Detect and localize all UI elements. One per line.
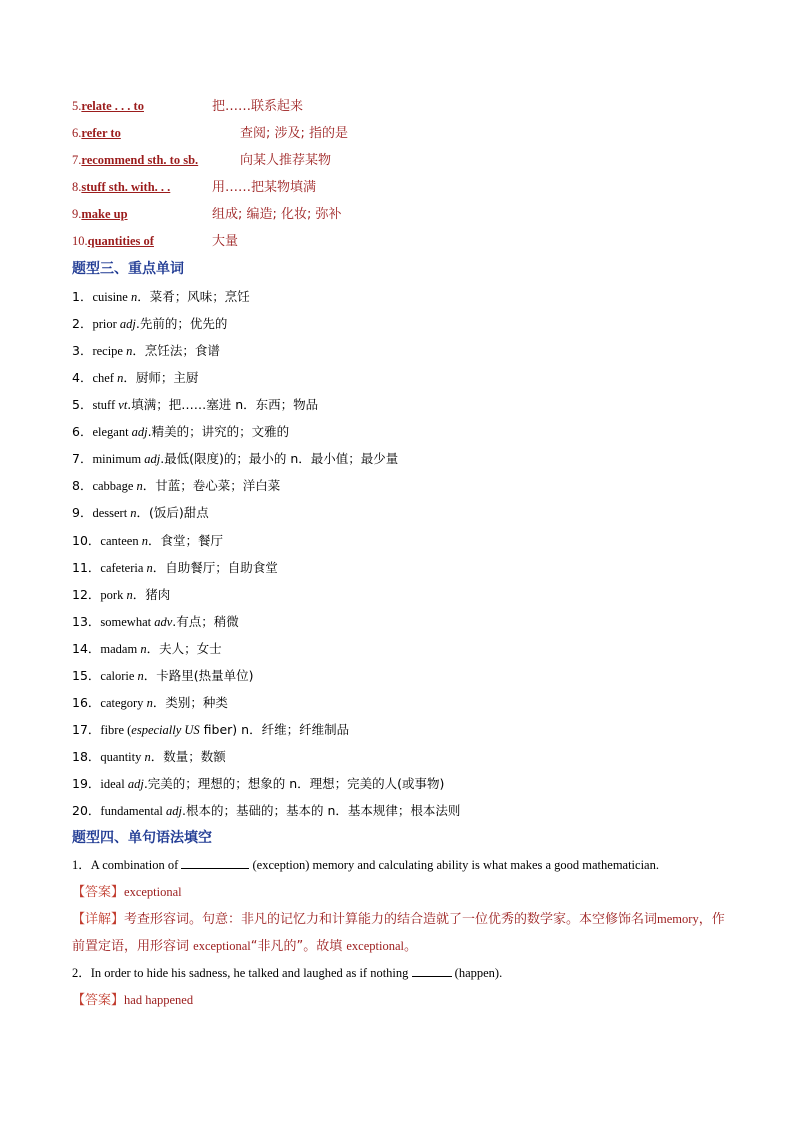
vocab-number: 18．: [72, 749, 101, 765]
vocab-number: 10．: [72, 532, 101, 548]
vocab-definition: .先前的；优先的: [135, 315, 228, 331]
answer-value: exceptional: [124, 884, 182, 899]
phrase-list: [72, 93, 732, 256]
vocab-word: recipe: [92, 343, 127, 358]
vocab-definition: .有点；稍微: [172, 613, 239, 629]
answer-1: [72, 879, 732, 906]
vocab-item: [72, 770, 732, 797]
vocab-pos: n: [126, 587, 133, 602]
answer-blank[interactable]: [181, 856, 249, 869]
vocab-word: calorie: [100, 668, 138, 683]
vocab-number: 9．: [72, 505, 93, 521]
vocab-item: [72, 581, 732, 608]
detail-term: exceptional: [346, 938, 404, 953]
question-number: 2．: [72, 966, 91, 980]
vocab-pos: adv: [154, 614, 173, 629]
phrase-chinese: 大量: [212, 234, 239, 250]
phrase-number: 10.: [72, 234, 88, 249]
phrase-row: [72, 174, 732, 201]
phrase-english: make up: [81, 207, 128, 222]
vocab-item: [72, 716, 732, 743]
phrase-chinese: 组成; 编造; 化妆; 弥补: [212, 207, 342, 223]
phrase-row: [72, 201, 732, 228]
vocab-item: [72, 445, 732, 472]
vocab-word: minimum: [92, 452, 145, 467]
vocab-pos: n: [140, 641, 147, 656]
detail-term: memory: [657, 911, 699, 926]
vocab-definition: .最低(限度)的；最小的 n．最小值；最少量: [160, 451, 399, 467]
vocab-word: cafeteria: [100, 560, 147, 575]
vocab-item: [72, 310, 732, 337]
vocab-number: 3．: [72, 342, 93, 358]
vocab-word: cabbage: [92, 479, 137, 494]
vocab-definition: .根本的；基础的；基本的 n．基本规律；根本法则: [182, 803, 461, 819]
vocab-number: 2．: [72, 315, 93, 331]
vocab-pos: n: [144, 750, 151, 765]
vocab-definition: .精美的；讲究的；文雅的: [147, 424, 290, 440]
phrase-english: relate . . . to: [81, 99, 144, 113]
vocab-number: 15．: [72, 667, 101, 683]
vocab-definition: ．数量；数额: [150, 749, 226, 765]
vocab-number: 12．: [72, 586, 101, 602]
vocab-definition: .填满；把……塞进 n．东西；物品: [127, 397, 319, 413]
vocab-definition: ．菜肴；风味；烹饪: [137, 288, 250, 304]
vocab-word: somewhat: [100, 614, 155, 629]
vocab-number: 7．: [72, 451, 93, 467]
vocab-item: [72, 662, 732, 689]
vocab-pos: adj: [127, 777, 144, 792]
answer-tag: 【答案】: [72, 884, 125, 900]
vocab-item: [72, 554, 732, 581]
vocab-word: pork: [100, 587, 127, 602]
phrase-row: [72, 228, 732, 255]
vocab-item: [72, 283, 732, 310]
vocab-pos: n: [131, 289, 138, 304]
vocab-item: [72, 472, 732, 499]
vocab-definition: ．厨师；主厨: [123, 369, 199, 385]
vocab-number: 14．: [72, 640, 101, 656]
vocab-pos: adj: [166, 804, 182, 819]
phrase-number: 9.: [72, 207, 82, 222]
section4-heading: 题型四、单句语法填空: [72, 829, 212, 846]
detail-tag: 【详解】: [72, 911, 125, 927]
vocab-pos: n: [146, 696, 153, 711]
vocab-definition: ．(饭后)甜点: [136, 505, 209, 521]
vocab-definition: ．食堂；餐厅: [147, 532, 223, 548]
vocab-word: prior: [92, 316, 120, 331]
vocab-pos: especially US: [131, 723, 200, 738]
vocab-number: 19．: [72, 776, 101, 792]
vocab-word: dessert: [92, 506, 131, 521]
phrase-chinese: 把……联系起来: [212, 99, 304, 114]
answer-2: [72, 987, 732, 1014]
vocab-pos: adj: [131, 425, 148, 440]
phrase-number: 8.: [72, 180, 82, 195]
vocab-word: chef: [92, 370, 118, 385]
vocab-pos: n: [130, 506, 137, 521]
vocab-item: [72, 527, 732, 554]
vocab-pos: n: [117, 370, 124, 385]
vocab-item: [72, 743, 732, 770]
detail-text: ，作前置定语，用形容词: [72, 911, 725, 954]
vocab-word: elegant: [92, 425, 132, 440]
vocab-definition: ．夫人；女士: [146, 640, 222, 656]
question-2: [72, 960, 732, 987]
vocab-item: [72, 608, 732, 635]
vocab-word: cuisine: [92, 289, 131, 304]
vocab-number: 6．: [72, 424, 93, 440]
vocab-definition: ．自助餐厅；自助食堂: [152, 559, 278, 575]
vocab-pos: n: [137, 668, 144, 683]
phrase-chinese: 向某人推荐某物: [240, 153, 332, 169]
vocab-item: [72, 364, 732, 391]
question-number: 1．: [72, 857, 91, 872]
detail-text: 。: [404, 938, 418, 954]
vocab-word: ideal: [100, 777, 128, 792]
phrase-chinese: 用……把某物填满: [212, 180, 317, 196]
vocab-definition: fiber) n．纤维；纤维制品: [199, 722, 350, 738]
phrase-row: [72, 147, 732, 174]
vocab-definition: ．甘蓝；卷心菜；洋白菜: [142, 478, 281, 494]
vocab-item: [72, 418, 732, 445]
answer-blank[interactable]: [412, 964, 452, 977]
vocab-number: 8．: [72, 478, 93, 494]
vocab-definition: .完美的；理想的；想象的 n．理想；完美的人(或事物): [143, 776, 445, 792]
vocab-number: 1．: [72, 288, 93, 304]
worksheet-page: [72, 93, 732, 1014]
vocab-item: [72, 689, 732, 716]
section3-heading: 题型三、重点单词: [72, 260, 184, 277]
question-text-after: (happen).: [451, 966, 503, 980]
question-text-after: (exception) memory and calculating ability is what makes a good mathematician.: [249, 857, 659, 872]
answer-value: had happened: [124, 993, 194, 1008]
vocab-word: fibre (: [100, 723, 132, 738]
vocab-word: canteen: [100, 533, 142, 548]
vocab-number: 11．: [72, 559, 101, 575]
detail-text: “非凡的”。故填: [250, 938, 347, 954]
vocab-word: madam: [100, 641, 141, 656]
question-text-before: In order to hide his sadness, he talked and laughed as if nothing: [90, 966, 412, 980]
vocab-item: [72, 635, 732, 662]
vocab-pos: adj: [119, 316, 136, 331]
explanation-1: [72, 906, 732, 960]
phrase-number: 7.: [72, 153, 82, 168]
phrase-row: [72, 120, 732, 147]
phrase-english: recommend sth. to sb.: [81, 153, 199, 168]
vocab-pos: vt: [118, 398, 128, 413]
phrase-english: stuff sth. with. . .: [81, 180, 171, 195]
phrase-row: [72, 93, 732, 120]
phrase-chinese: 查阅; 涉及; 指的是: [240, 126, 349, 142]
vocab-definition: ．卡路里(热量单位): [143, 667, 254, 683]
vocab-number: 16．: [72, 695, 101, 711]
vocab-word: category: [100, 696, 147, 711]
vocab-pos: n: [136, 479, 143, 494]
detail-term: exceptional: [193, 938, 251, 953]
vocab-pos: n: [146, 560, 153, 575]
vocab-word: quantity: [100, 750, 145, 765]
vocab-definition: ．猪肉: [132, 586, 171, 602]
vocab-word: stuff: [92, 398, 119, 413]
vocab-word: fundamental: [100, 804, 167, 819]
question-text-before: A combination of: [90, 857, 182, 872]
vocab-pos: n: [126, 343, 133, 358]
vocab-list: [72, 283, 732, 825]
vocab-pos: n: [141, 533, 148, 548]
vocab-number: 17．: [72, 722, 101, 738]
vocab-item: [72, 499, 732, 526]
vocab-item: [72, 337, 732, 364]
question-1: [72, 852, 732, 879]
vocab-number: 5．: [72, 397, 93, 413]
vocab-item: [72, 797, 732, 824]
vocab-number: 4．: [72, 369, 93, 385]
phrase-english: refer to: [81, 126, 121, 141]
vocab-item: [72, 391, 732, 418]
answer-tag: 【答案】: [72, 993, 125, 1009]
vocab-number: 13．: [72, 613, 101, 629]
vocab-definition: ．烹饪法；食谱: [132, 342, 220, 358]
phrase-english: quantities of: [87, 234, 154, 249]
phrase-number: 6.: [72, 126, 82, 141]
vocab-number: 20．: [72, 803, 101, 819]
detail-text: 考查形容词。句意：非凡的记忆力和计算能力的结合造就了一位优秀的数学家。本空修饰名词: [124, 911, 658, 927]
vocab-definition: ．类别；种类: [152, 695, 228, 711]
vocab-pos: adj: [144, 452, 161, 467]
phrase-number: 5.: [72, 99, 82, 113]
